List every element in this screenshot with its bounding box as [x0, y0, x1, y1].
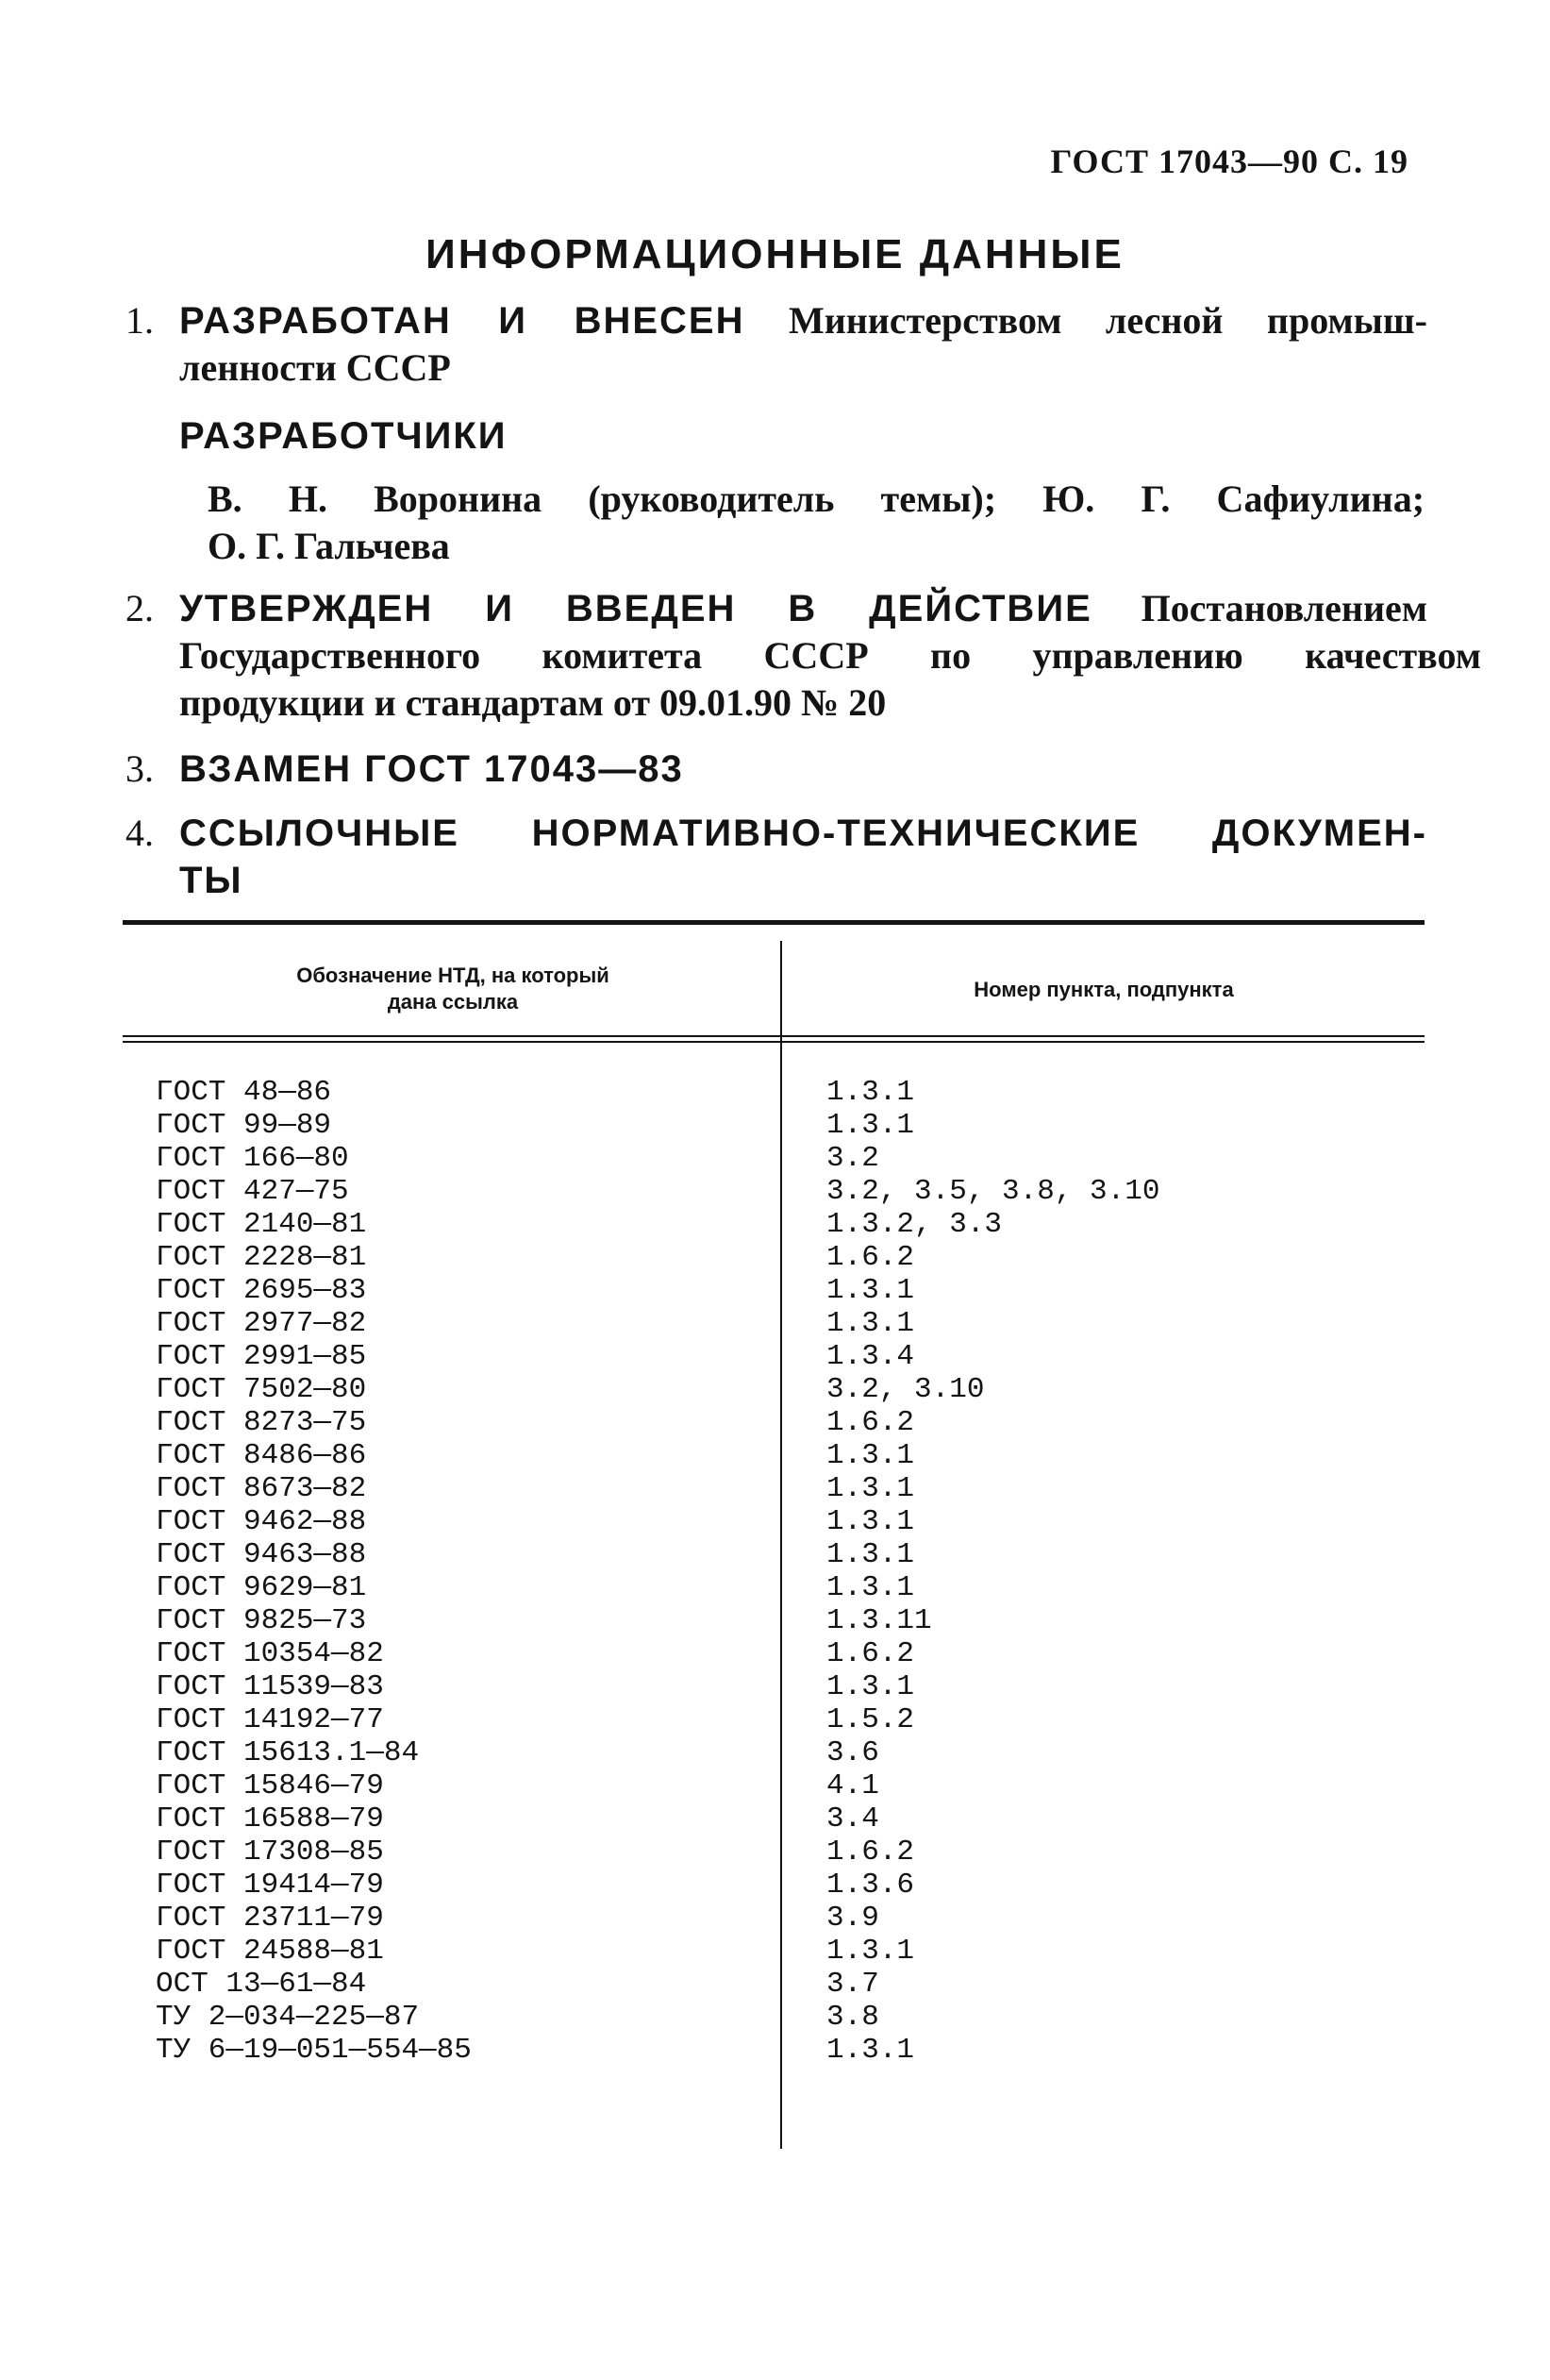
table-row-clause: 1.3.1 [826, 1935, 915, 1968]
table-row-designation: ГОСТ 19414—79 [156, 1869, 384, 1902]
table-row-designation: ГОСТ 10354—82 [156, 1637, 384, 1670]
section-number: 1. [125, 299, 154, 342]
table-row-clause: 1.3.1 [826, 1307, 915, 1340]
section-3 [125, 746, 1427, 793]
table-row-clause: 3.6 [826, 1736, 879, 1769]
table-row-clause: 3.2, 3.10 [826, 1373, 985, 1406]
section-2-line-3: продукции и стандартам от 09.01.90 № 20 [179, 681, 887, 724]
table-row-designation: ТУ 6—19—051—554—85 [156, 2034, 472, 2067]
table-row-clause: 1.6.2 [826, 1406, 915, 1439]
table-row-designation: ГОСТ 9463—88 [156, 1538, 367, 1571]
table-row-designation: ГОСТ 166—80 [156, 1142, 349, 1175]
section-1-text: Министерством лесной промыш- [788, 299, 1427, 342]
table-row-clause: 1.3.1 [826, 1505, 915, 1538]
table-row-designation: ГОСТ 99—89 [156, 1109, 332, 1142]
table-row-clause: 1.3.1 [826, 1670, 915, 1703]
table-row-designation: ГОСТ 23711—79 [156, 1902, 384, 1935]
table-row-clause: 1.6.2 [826, 1835, 915, 1869]
table-column-divider [780, 941, 782, 2149]
section-4-line-1 [125, 810, 1427, 857]
table-row-designation: ГОСТ 9462—88 [156, 1505, 367, 1538]
table-row-designation: ГОСТ 2977—82 [156, 1307, 367, 1340]
column-ntd [156, 1076, 472, 2067]
table-row-clause: 1.5.2 [826, 1703, 915, 1736]
table-row-clause: 1.6.2 [826, 1241, 915, 1274]
table-row-designation: ГОСТ 2228—81 [156, 1241, 367, 1274]
table-row-clause: 1.3.4 [826, 1340, 915, 1373]
section-2-line-1 [125, 585, 1427, 632]
table-header-rule-1 [123, 1035, 1425, 1037]
section-4-lead: ССЫЛОЧНЫЕ НОРМАТИВНО-ТЕХНИЧЕСКИЕ ДОКУМЕН- [179, 813, 1427, 854]
table-row-clause: 1.3.1 [826, 1439, 915, 1472]
developers-line-2: О. Г. Гальчева [208, 525, 450, 567]
table-row-designation: ГОСТ 15846—79 [156, 1769, 384, 1802]
table-row-clause: 4.1 [826, 1769, 879, 1802]
table-row-clause: 1.3.1 [826, 1076, 915, 1109]
table-row-designation: ГОСТ 2991—85 [156, 1340, 367, 1373]
developers-line-1 [208, 477, 1425, 521]
table-row-clause: 1.3.1 [826, 1571, 915, 1604]
section-number: 2. [125, 587, 154, 629]
table-row-clause: 1.3.1 [826, 1538, 915, 1571]
table-row-designation: ГОСТ 16588—79 [156, 1802, 384, 1835]
section-4-line-2: ТЫ [179, 860, 243, 901]
table-row-clause: 3.8 [826, 2001, 879, 2034]
table-row-designation: ГОСТ 15613.1—84 [156, 1736, 420, 1769]
section-1-line-2: ленности СССР [179, 346, 451, 389]
table-row-clause: 1.6.2 [826, 1637, 915, 1670]
table-row-clause: 3.2 [826, 1142, 879, 1175]
document-title: ИНФОРМАЦИОННЫЕ ДАННЫЕ [425, 231, 1125, 277]
table-row-clause: 1.3.11 [826, 1604, 932, 1637]
table-row-designation: ГОСТ 2140—81 [156, 1208, 367, 1241]
table-row-designation: ГОСТ 427—75 [156, 1175, 349, 1208]
section-number: 3. [125, 747, 154, 790]
section-2-lead: УТВЕРЖДЕН И ВВЕДЕН В ДЕЙСТВИЕ [179, 588, 1092, 629]
table-row-clause: 3.2, 3.5, 3.8, 3.10 [826, 1175, 1160, 1208]
table-row-designation: ГОСТ 14192—77 [156, 1703, 384, 1736]
table-header-rule-2 [123, 1041, 1425, 1043]
header-col-1-line-1: Обозначение НТД, на который [296, 964, 609, 987]
section-1-line-1 [125, 297, 1427, 344]
developers-heading: РАЗРАБОТЧИКИ [179, 415, 508, 457]
section-2-text: Постановлением [1141, 587, 1428, 629]
table-row-designation: ГОСТ 17308—85 [156, 1835, 384, 1869]
developer-2: Ю. Г. Сафиулина; [1042, 478, 1425, 520]
section-number: 4. [125, 812, 154, 854]
table-row-clause: 1.3.6 [826, 1869, 915, 1902]
table-row-clause: 1.3.1 [826, 1109, 915, 1142]
section-3-lead: ВЗАМЕН ГОСТ 17043—83 [179, 748, 684, 790]
table-row-designation: ТУ 2—034—225—87 [156, 2001, 420, 2034]
table-row-clause: 3.9 [826, 1902, 879, 1935]
table-row-designation: ГОСТ 11539—83 [156, 1670, 384, 1703]
table-row-clause: 1.3.1 [826, 2034, 915, 2067]
table-row-designation: ГОСТ 8673—82 [156, 1472, 367, 1505]
table-row-clause: 3.4 [826, 1802, 879, 1835]
header-col-1-line-2: дана ссылка [387, 990, 519, 1014]
section-2-line-2: Государственного комитета СССР по управлению качеством [179, 634, 1481, 677]
developer-1: В. Н. Воронина [208, 478, 542, 520]
table-top-rule [123, 920, 1425, 925]
table-row-clause: 1.3.2, 3.3 [826, 1208, 1003, 1241]
table-row-designation: ГОСТ 9825—73 [156, 1604, 367, 1637]
column-clause [826, 1076, 1159, 2067]
developer-role: (руководитель [588, 478, 835, 520]
header-col-2: Номер пункта, подпункта [974, 978, 1234, 1001]
table-row-designation: ОСТ 13—61—84 [156, 1968, 367, 2001]
table-row-designation: ГОСТ 8273—75 [156, 1406, 367, 1439]
section-1-lead: РАЗРАБОТАН И ВНЕСЕН [179, 300, 745, 342]
table-row-clause: 3.7 [826, 1968, 879, 2001]
table-row-designation: ГОСТ 7502—80 [156, 1373, 367, 1406]
table-row-designation: ГОСТ 48—86 [156, 1076, 332, 1109]
table-row-designation: ГОСТ 9629—81 [156, 1571, 367, 1604]
table-row-designation: ГОСТ 8486—86 [156, 1439, 367, 1472]
table-row-designation: ГОСТ 2695—83 [156, 1274, 367, 1307]
running-head: ГОСТ 17043—90 С. 19 [1050, 142, 1408, 180]
table-row-designation: ГОСТ 24588—81 [156, 1935, 384, 1968]
table-row-clause: 1.3.1 [826, 1472, 915, 1505]
header-col-1 [189, 963, 717, 1015]
developer-role-end: темы); [880, 478, 997, 520]
table-row-clause: 1.3.1 [826, 1274, 915, 1307]
